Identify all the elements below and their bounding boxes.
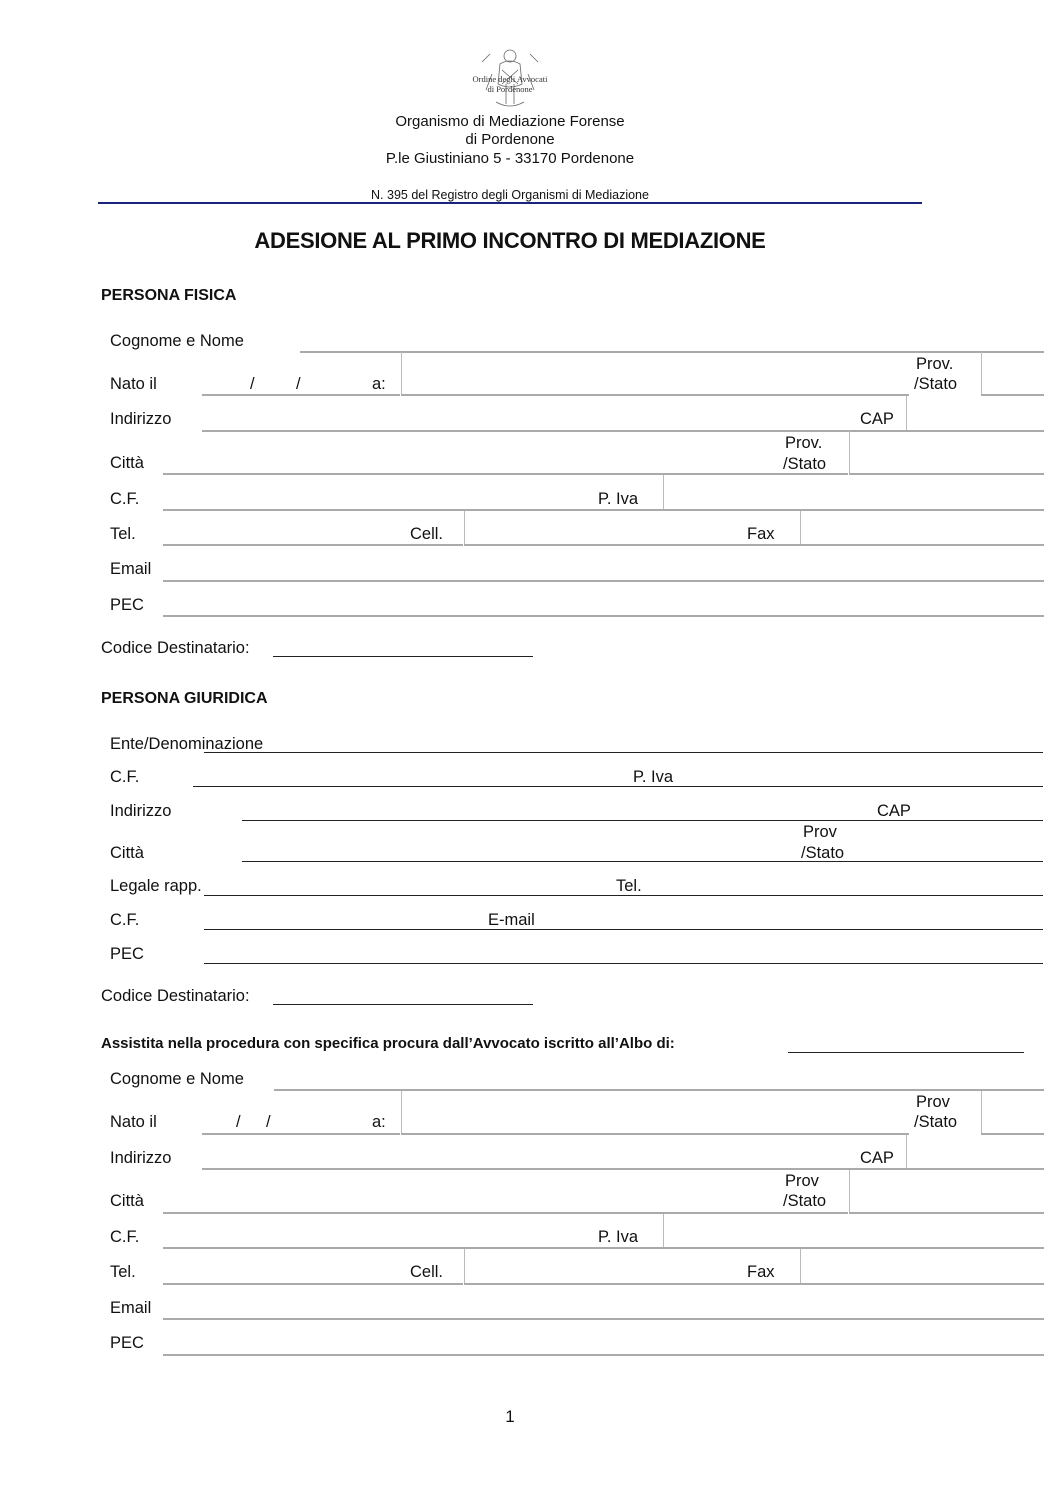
label-av-tel: Tel. — [110, 1263, 136, 1281]
field-prov-residenza[interactable] — [849, 473, 1044, 475]
field-albo[interactable] — [788, 1052, 1024, 1053]
label-piva: P. Iva — [598, 490, 639, 508]
field-codice-destinatario[interactable] — [273, 656, 533, 657]
label-pg-cf2: C.F. — [110, 911, 140, 929]
label-email: Email — [110, 560, 152, 578]
label-pg-cap: CAP — [877, 802, 911, 820]
date-slash-2: / — [266, 1113, 271, 1131]
label-av-prov2-2: /Stato — [783, 1192, 827, 1210]
field-fax[interactable] — [800, 544, 1044, 546]
cell-divider — [849, 1170, 850, 1213]
date-slash-1: / — [250, 375, 255, 393]
label-av-citta: Città — [110, 1192, 144, 1210]
label-pg-cf: C.F. — [110, 768, 140, 786]
page-title: ADESIONE AL PRIMO INCONTRO DI MEDIAZIONE — [254, 228, 766, 253]
field-av-prov-nascita[interactable] — [981, 1133, 1044, 1135]
field-av-indirizzo[interactable] — [202, 1168, 906, 1170]
field-cell[interactable] — [464, 544, 800, 546]
cell-divider — [981, 352, 982, 395]
field-cf[interactable] — [163, 509, 663, 511]
label-av-cap: CAP — [860, 1149, 894, 1167]
field-av-prov-residenza[interactable] — [849, 1212, 1044, 1214]
label-av-prov-2: /Stato — [914, 1113, 958, 1131]
field-av-cell[interactable] — [464, 1283, 800, 1285]
label-pg-prov-2: /Stato — [801, 844, 845, 862]
label-av-piva: P. Iva — [598, 1228, 639, 1246]
label-prov-2: /Stato — [914, 375, 958, 393]
field-indirizzo[interactable] — [202, 430, 906, 432]
label-fax: Fax — [747, 525, 775, 543]
label-pg-piva: P. Iva — [633, 768, 674, 786]
date-slash-1: / — [236, 1113, 241, 1131]
cell-divider — [464, 511, 465, 545]
field-pg-cf2[interactable] — [204, 929, 1043, 930]
field-piva[interactable] — [663, 509, 1044, 511]
label-av-luogo: a: — [372, 1113, 386, 1131]
cell-divider — [800, 511, 801, 545]
label-av-cell: Cell. — [410, 1263, 444, 1281]
field-ente[interactable] — [204, 752, 1043, 753]
field-pec[interactable] — [163, 615, 1044, 617]
logo — [462, 44, 558, 114]
label-av-prov2-1: Prov — [785, 1172, 819, 1190]
field-pg-citta[interactable] — [242, 861, 1043, 862]
field-av-cf[interactable] — [163, 1247, 663, 1249]
label-pg-codice-destinatario: Codice Destinatario: — [101, 987, 250, 1005]
field-av-piva[interactable] — [663, 1247, 1044, 1249]
field-pg-cf[interactable] — [193, 786, 1043, 787]
field-av-data-nascita[interactable] — [202, 1133, 400, 1135]
label-av-fax: Fax — [747, 1263, 775, 1281]
label-av-cf: C.F. — [110, 1228, 140, 1246]
field-tel[interactable] — [163, 544, 463, 546]
label-pg-tel: Tel. — [616, 877, 642, 895]
label-prov2-2: /Stato — [783, 455, 827, 473]
label-av-email: Email — [110, 1299, 152, 1317]
label-legale-rapp: Legale rapp. — [110, 877, 202, 895]
label-pg-prov-1: Prov — [803, 823, 837, 841]
field-av-email[interactable] — [163, 1318, 1044, 1320]
field-av-fax[interactable] — [800, 1283, 1044, 1285]
label-ente: Ente/Denominazione — [110, 735, 264, 753]
cell-divider — [800, 1249, 801, 1283]
cell-divider — [663, 475, 664, 509]
label-nato-il: Nato il — [110, 375, 157, 393]
cell-divider — [906, 396, 907, 430]
field-av-cognome-nome[interactable] — [274, 1089, 1044, 1091]
field-cap[interactable] — [906, 430, 1044, 432]
label-tel: Tel. — [110, 525, 136, 543]
page-number: 1 — [505, 1407, 515, 1426]
date-slash-2: / — [296, 375, 301, 393]
field-email[interactable] — [163, 580, 1044, 582]
label-luogo: a: — [372, 375, 386, 393]
label-pg-citta: Città — [110, 844, 144, 862]
label-av-indirizzo: Indirizzo — [110, 1149, 172, 1167]
field-pg-pec[interactable] — [204, 963, 1043, 964]
field-av-tel[interactable] — [163, 1283, 463, 1285]
field-av-cap[interactable] — [906, 1168, 1044, 1170]
label-cf: C.F. — [110, 490, 140, 508]
registry-number: N. 395 del Registro degli Organismi di Mediazione — [371, 188, 649, 202]
label-indirizzo: Indirizzo — [110, 410, 172, 428]
org-address: P.le Giustiniano 5 - 33170 Pordenone — [385, 150, 635, 167]
field-citta[interactable] — [163, 473, 848, 475]
label-pg-indirizzo: Indirizzo — [110, 802, 172, 820]
org-name: Organismo di Mediazione Forense — [395, 113, 625, 130]
label-citta: Città — [110, 454, 144, 472]
field-av-citta[interactable] — [163, 1212, 848, 1214]
cell-divider — [849, 431, 850, 474]
field-av-luogo-nascita[interactable] — [401, 1133, 909, 1135]
cell-divider — [981, 1091, 982, 1134]
field-cognome-nome[interactable] — [300, 351, 1044, 353]
label-codice-destinatario: Codice Destinatario: — [101, 639, 250, 657]
cell-divider — [464, 1249, 465, 1283]
org-city: di Pordenone — [465, 131, 555, 148]
cell-divider — [401, 1091, 402, 1134]
field-pg-codice-destinatario[interactable] — [273, 1004, 533, 1005]
label-av-cognome-nome: Cognome e Nome — [110, 1070, 244, 1088]
field-pg-indirizzo[interactable] — [242, 820, 1043, 821]
label-cognome-nome: Cognome e Nome — [110, 332, 244, 350]
section-persona-fisica: PERSONA FISICA — [101, 287, 237, 304]
label-pec: PEC — [110, 596, 144, 614]
logo-text-1: Ordine degli Avvocati — [472, 74, 548, 84]
label-av-nato-il: Nato il — [110, 1113, 157, 1131]
logo-text-2: di Pordenone — [487, 84, 533, 94]
field-av-pec[interactable] — [163, 1354, 1044, 1356]
label-av-pec: PEC — [110, 1334, 144, 1352]
label-prov-1: Prov. — [916, 355, 954, 373]
header-rule — [98, 202, 922, 204]
cell-divider — [906, 1135, 907, 1169]
field-luogo-nascita[interactable] — [401, 394, 909, 396]
label-prov2-1: Prov. — [785, 434, 823, 452]
label-pg-email: E-mail — [488, 911, 535, 929]
label-cell: Cell. — [410, 525, 444, 543]
cell-divider — [663, 1214, 664, 1248]
label-cap: CAP — [860, 410, 894, 428]
cell-divider — [401, 352, 402, 395]
label-av-prov-1: Prov — [916, 1093, 950, 1111]
field-data-nascita[interactable] — [202, 394, 400, 396]
section-assistita: Assistita nella procedura con specifica procura dall’Avvocato iscritto all’Albo di: — [101, 1035, 675, 1052]
field-prov-nascita[interactable] — [981, 394, 1044, 396]
section-persona-giuridica: PERSONA GIURIDICA — [101, 690, 268, 707]
label-pg-pec: PEC — [110, 945, 144, 963]
